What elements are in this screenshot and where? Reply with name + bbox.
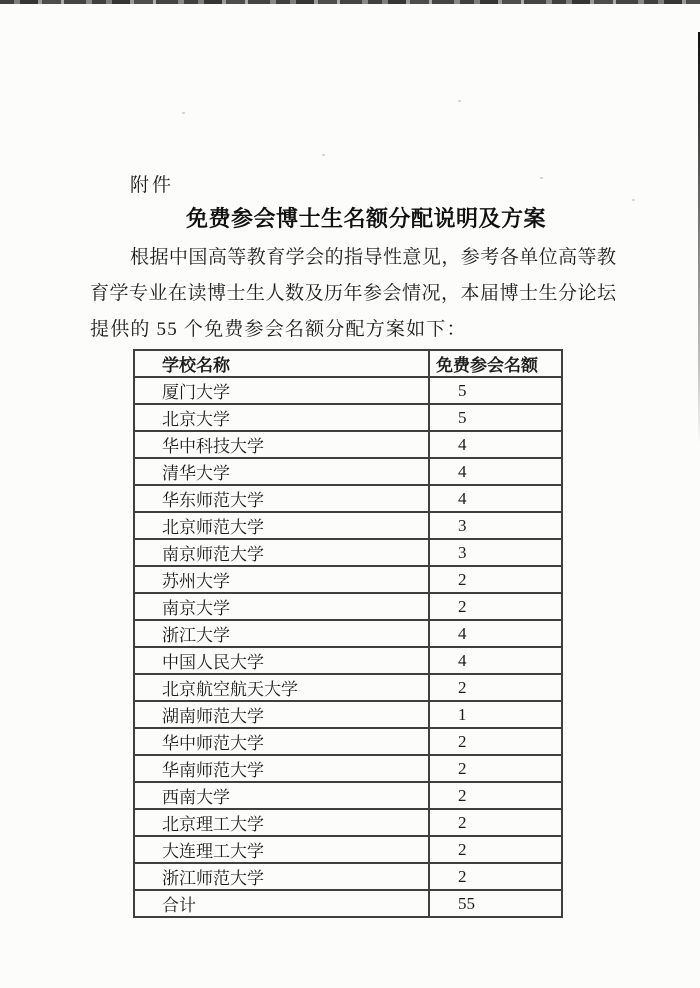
table-row: [134, 539, 562, 566]
column-header-school-name: 学校名称: [134, 350, 429, 377]
school-name-cell: 华中师范大学: [134, 728, 429, 755]
attachment-label: 附件: [130, 175, 175, 196]
table-row: [134, 593, 562, 620]
table-row: [134, 701, 562, 728]
school-name-cell: 南京师范大学: [134, 539, 429, 566]
school-name-cell: 湖南师范大学: [134, 701, 429, 728]
school-name-cell: 北京理工大学: [134, 809, 429, 836]
quota-cell: 4: [429, 647, 562, 674]
school-name-cell: 浙江师范大学: [134, 863, 429, 890]
total-value-cell: 55: [429, 890, 562, 917]
table-row: [134, 755, 562, 782]
table-row: [134, 647, 562, 674]
school-name-cell: 浙江大学: [134, 620, 429, 647]
table-row: [134, 404, 562, 431]
scan-speck: [458, 100, 461, 102]
quota-cell: 2: [429, 728, 562, 755]
quota-cell: 4: [429, 431, 562, 458]
school-name-cell: 北京大学: [134, 404, 429, 431]
school-name-cell: 华中科技大学: [134, 431, 429, 458]
table-row: [134, 512, 562, 539]
column-header-free-quota: 免费参会名额: [429, 350, 562, 377]
paragraph-line: 提供的 55 个免费参会名额分配方案如下：: [90, 319, 467, 340]
table-row: [134, 809, 562, 836]
school-name-cell: 苏州大学: [134, 566, 429, 593]
school-name-cell: 南京大学: [134, 593, 429, 620]
school-name-cell: 清华大学: [134, 458, 429, 485]
school-name-cell: 中国人民大学: [134, 647, 429, 674]
table-row: [134, 485, 562, 512]
table-header-row: [134, 350, 562, 377]
table-row: [134, 728, 562, 755]
quota-cell: 3: [429, 539, 562, 566]
school-name-cell: 北京师范大学: [134, 512, 429, 539]
scan-speck: [322, 154, 325, 156]
table-total-row: [134, 890, 562, 917]
quota-cell: 4: [429, 458, 562, 485]
table-row: [134, 566, 562, 593]
quota-cell: 3: [429, 512, 562, 539]
quota-cell: 2: [429, 593, 562, 620]
quota-cell: 2: [429, 863, 562, 890]
quota-cell: 4: [429, 485, 562, 512]
table-row: [134, 863, 562, 890]
total-label-cell: 合计: [134, 890, 429, 917]
quota-cell: 1: [429, 701, 562, 728]
document-title: 免费参会博士生名额分配说明及方案: [185, 206, 546, 231]
quota-cell: 5: [429, 404, 562, 431]
quota-cell: 2: [429, 782, 562, 809]
school-name-cell: 大连理工大学: [134, 836, 429, 863]
school-name-cell: 西南大学: [134, 782, 429, 809]
quota-cell: 4: [429, 620, 562, 647]
table-body: [134, 377, 562, 917]
table-row: [134, 674, 562, 701]
scan-speck: [632, 199, 635, 201]
scan-speck: [540, 177, 543, 179]
quota-cell: 2: [429, 755, 562, 782]
table-row: [134, 431, 562, 458]
quota-cell: 2: [429, 674, 562, 701]
school-name-cell: 华南师范大学: [134, 755, 429, 782]
paragraph-line: 育学专业在读博士生人数及历年参会情况，本届博士生分论坛: [90, 283, 616, 304]
quota-cell: 2: [429, 809, 562, 836]
quota-cell: 2: [429, 836, 562, 863]
table-row: [134, 782, 562, 809]
school-name-cell: 厦门大学: [134, 377, 429, 404]
scan-artifact-top-edge: [0, 0, 700, 4]
table-row: [134, 836, 562, 863]
table-row: [134, 377, 562, 404]
table-row: [134, 458, 562, 485]
scan-speck: [182, 112, 185, 114]
quota-cell: 5: [429, 377, 562, 404]
school-name-cell: 华东师范大学: [134, 485, 429, 512]
intro-paragraph: [90, 240, 616, 348]
quota-cell: 2: [429, 566, 562, 593]
table-row: [134, 620, 562, 647]
school-name-cell: 北京航空航天大学: [134, 674, 429, 701]
paragraph-line: 根据中国高等教育学会的指导性意见，参考各单位高等教: [130, 247, 616, 268]
quota-allocation-table: [133, 349, 563, 918]
